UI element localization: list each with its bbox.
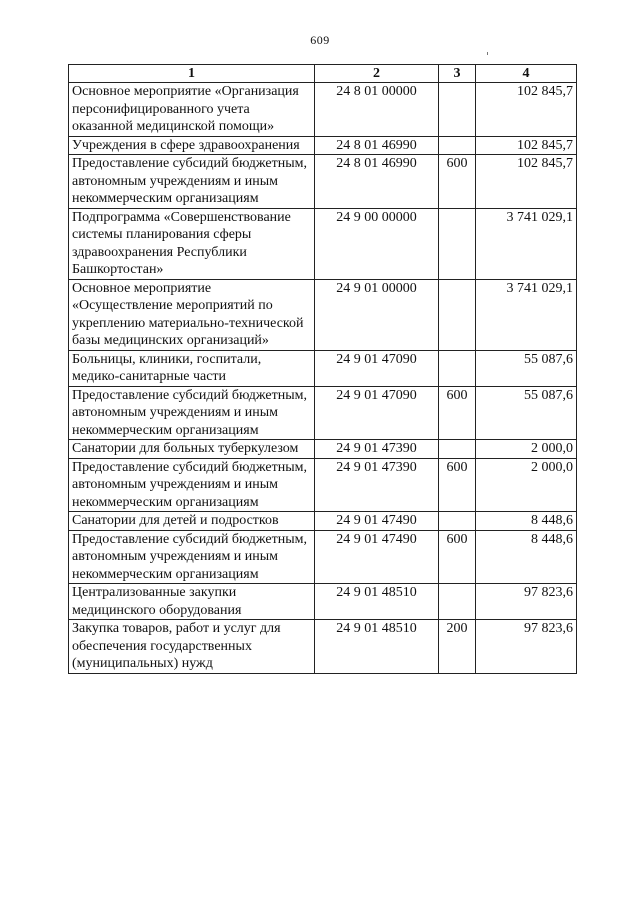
row-expense-type	[439, 208, 476, 279]
row-code: 24 9 01 47090	[315, 350, 439, 386]
row-name: Предоставление субсидий бюджетным, автономным учреждениям и иным некоммерческим организациям	[69, 458, 315, 512]
header-col-3: 3	[439, 65, 476, 83]
row-name: Основное мероприятие «Осуществление мероприятий по укреплению материально-технической базы медицинских организаций»	[69, 279, 315, 350]
row-amount: 2 000,0	[476, 458, 577, 512]
row-expense-type	[439, 83, 476, 137]
row-amount: 55 087,6	[476, 350, 577, 386]
row-name: Централизованные закупки медицинского оборудования	[69, 584, 315, 620]
table-row	[69, 208, 577, 279]
row-amount: 102 845,7	[476, 155, 577, 209]
row-amount: 3 741 029,1	[476, 208, 577, 279]
page-number: 609	[310, 33, 330, 47]
table-row	[69, 386, 577, 440]
row-code: 24 8 01 46990	[315, 136, 439, 155]
row-amount: 97 823,6	[476, 620, 577, 674]
row-expense-type	[439, 440, 476, 459]
row-expense-type	[439, 512, 476, 531]
row-expense-type: 600	[439, 155, 476, 209]
row-code: 24 9 01 47090	[315, 386, 439, 440]
row-name: Закупка товаров, работ и услуг для обеспечения государственных (муниципальных) нужд	[69, 620, 315, 674]
header-col-4: 4	[476, 65, 577, 83]
row-amount: 8 448,6	[476, 530, 577, 584]
table-row	[69, 279, 577, 350]
row-name: Санатории для детей и подростков	[69, 512, 315, 531]
table-row	[69, 440, 577, 459]
table-row	[69, 350, 577, 386]
row-code: 24 9 01 47390	[315, 458, 439, 512]
header-col-2: 2	[315, 65, 439, 83]
row-expense-type	[439, 584, 476, 620]
table-row	[69, 530, 577, 584]
row-name: Подпрограмма «Совершенствование системы планирования сферы здравоохранения Республики Башкортостан»	[69, 208, 315, 279]
row-code: 24 9 01 48510	[315, 620, 439, 674]
table-row	[69, 584, 577, 620]
row-code: 24 9 01 47490	[315, 512, 439, 531]
table-row	[69, 620, 577, 674]
row-code: 24 8 01 46990	[315, 155, 439, 209]
row-code: 24 9 01 00000	[315, 279, 439, 350]
row-expense-type: 600	[439, 386, 476, 440]
row-name: Санатории для больных туберкулезом	[69, 440, 315, 459]
table-row	[69, 512, 577, 531]
row-code: 24 9 00 00000	[315, 208, 439, 279]
row-amount: 55 087,6	[476, 386, 577, 440]
row-code: 24 9 01 47390	[315, 440, 439, 459]
budget-table	[68, 64, 577, 674]
row-expense-type	[439, 136, 476, 155]
row-expense-type: 200	[439, 620, 476, 674]
row-name: Предоставление субсидий бюджетным, автономным учреждениям и иным некоммерческим организациям	[69, 155, 315, 209]
row-name: Больницы, клиники, госпитали, медико-санитарные части	[69, 350, 315, 386]
row-expense-type	[439, 279, 476, 350]
row-amount: 3 741 029,1	[476, 279, 577, 350]
row-amount: 2 000,0	[476, 440, 577, 459]
table-row	[69, 458, 577, 512]
table-body	[69, 83, 577, 674]
table-row	[69, 155, 577, 209]
row-code: 24 8 01 00000	[315, 83, 439, 137]
row-name: Предоставление субсидий бюджетным, автономным учреждениям и иным некоммерческим организациям	[69, 530, 315, 584]
row-amount: 102 845,7	[476, 136, 577, 155]
row-name: Основное мероприятие «Организация персонифицированного учета оказанной медицинской помощи»	[69, 83, 315, 137]
row-code: 24 9 01 48510	[315, 584, 439, 620]
header-col-1: 1	[69, 65, 315, 83]
row-amount: 102 845,7	[476, 83, 577, 137]
table-row	[69, 83, 577, 137]
row-expense-type: 600	[439, 530, 476, 584]
row-code: 24 9 01 47490	[315, 530, 439, 584]
row-name: Предоставление субсидий бюджетным, автономным учреждениям и иным некоммерческим организациям	[69, 386, 315, 440]
table-header-row	[69, 65, 577, 83]
row-expense-type: 600	[439, 458, 476, 512]
row-amount: 97 823,6	[476, 584, 577, 620]
row-name: Учреждения в сфере здравоохранения	[69, 136, 315, 155]
scan-speck	[487, 52, 488, 55]
row-expense-type	[439, 350, 476, 386]
table-row	[69, 136, 577, 155]
row-amount: 8 448,6	[476, 512, 577, 531]
